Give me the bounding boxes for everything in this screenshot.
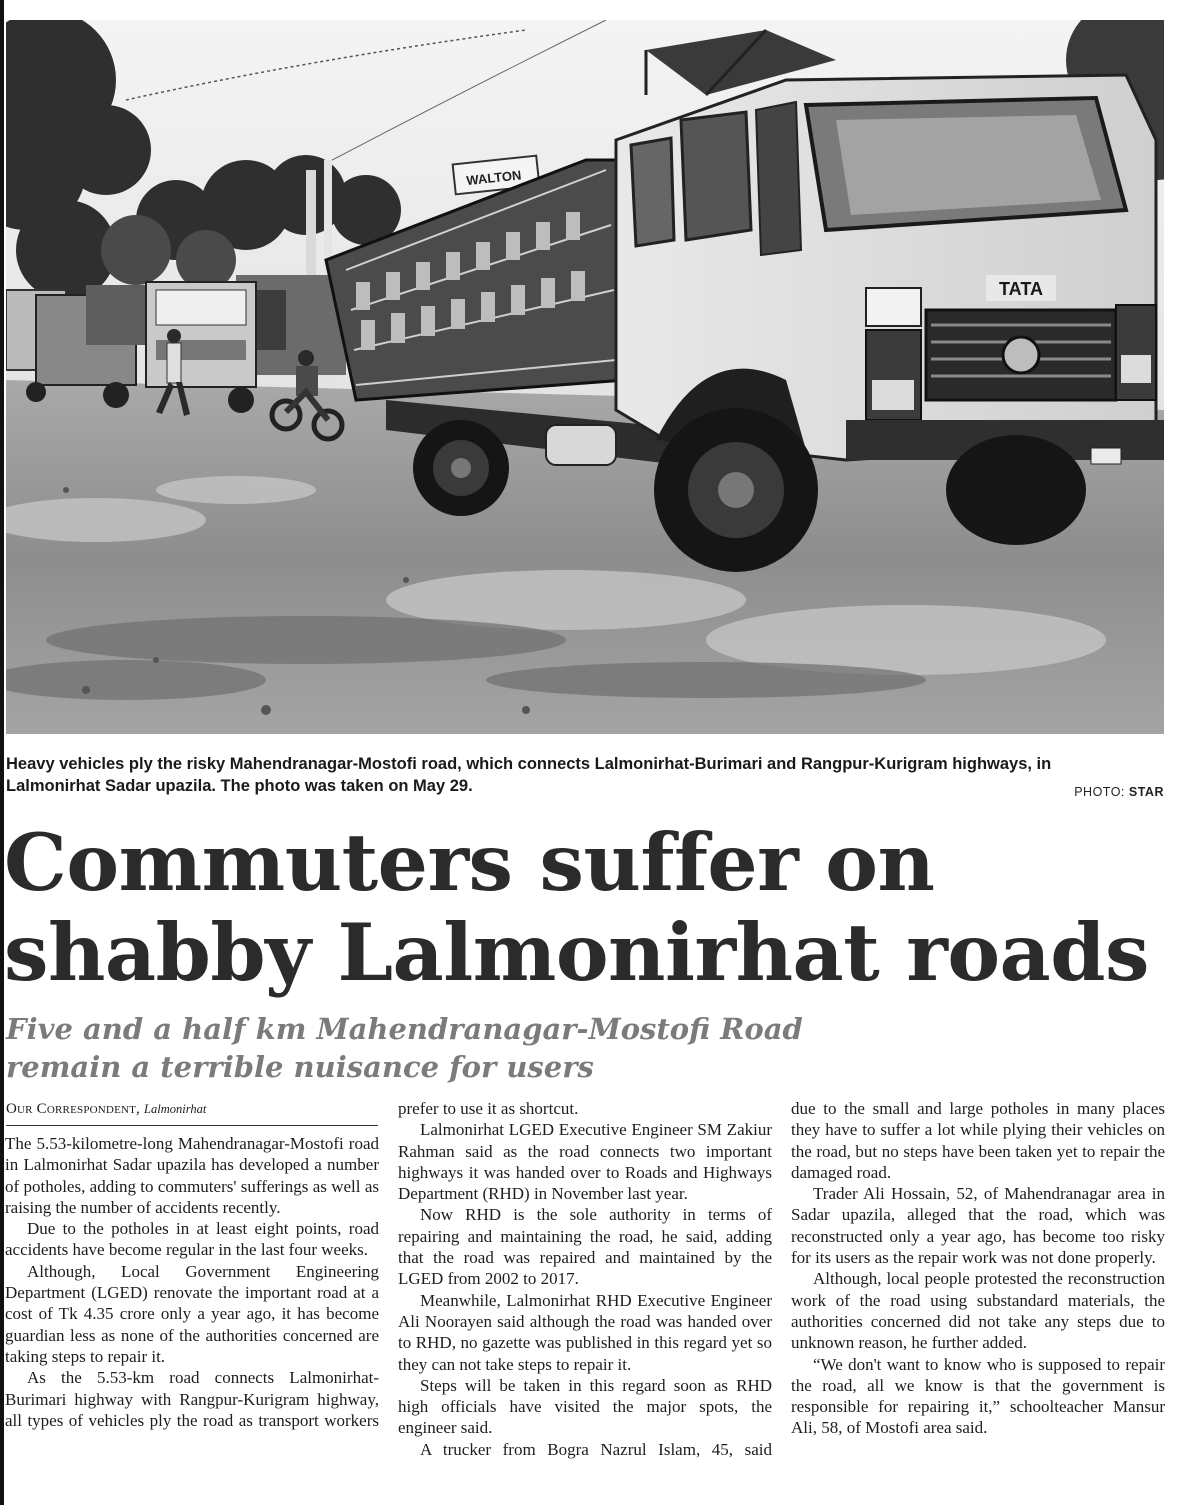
article-subheadline: Five and a half km Mahendranagar-Mostofi Road remain a terrible nuisance for users (6, 1012, 803, 1084)
photo-caption: Heavy vehicles ply the risky Mahendranagar-Mostofi road, which connects Lalmonirhat-Burimari and Rangpur-Kurigram highways, in Lalmonirhat Sadar upazila. The photo was taken on May 29. (6, 755, 1052, 795)
article-headline: Commuters suffer on shabby Lalmonirhat roads (4, 816, 1149, 999)
truck-on-muddy-road-illustration (6, 20, 1164, 734)
paragraph: Lalmonirhat LGED Executive Engineer SM Zakiur Rahman said as the road connects two important highways it was handed over to Roads and Highways Department (RHD) in November last year. (398, 1120, 772, 1204)
article-column-1 (5, 1133, 379, 1431)
paragraph: prefer to use it as shortcut. (398, 1099, 579, 1118)
photo-credit-prefix: PHOTO: (1074, 785, 1125, 799)
paragraph: The 5.53-kilometre-long Mahendranagar-Mostofi road in Lalmonirhat Sadar upazila has developed a number of potholes, adding to commuters' sufferings as well as raising the number of accidents recently. (5, 1134, 379, 1217)
byline (6, 1100, 378, 1119)
page-edge-rule (0, 0, 4, 1505)
paragraph: Meanwhile, Lalmonirhat RHD Executive Engineer Ali Noorayen said although the road was handed over to RHD, no gazette was published in this regard yet so they can not take steps to repair it. (398, 1290, 772, 1374)
article-column-3 (791, 1098, 1165, 1439)
paragraph: Steps will be taken in this regard soon as RHD high officials have visited the major spots, the engineer said. (398, 1375, 772, 1438)
paragraph: due to the small and large potholes in many places they have to suffer a lot while plying their vehicles on the road, but no steps have been taken yet to repair the damaged road. (791, 1099, 1165, 1182)
news-photo (6, 20, 1164, 734)
paragraph: As the 5.53-km road connects Lalmonirhat-Burimari highway with Rangpur-Kurigram highway, all types of vehicles ply the road as transport workers (5, 1368, 379, 1430)
paragraph: Now RHD is the sole authority in terms of repairing and maintaining the road, he said, adding that the road was repaired and maintained by the LGED from 2002 to 2017. (398, 1205, 772, 1289)
paragraph: Although, Local Government Engineering Department (LGED) renovate the important road at a cost of Tk 4.35 crore only a year ago, it has become guardian less as none of the authorities concerned are taking steps to repair it. (5, 1261, 379, 1366)
article-column-2 (398, 1098, 772, 1460)
tata-logo-text: TATA (999, 279, 1043, 299)
photo-credit-source: STAR (1128, 785, 1164, 799)
byline-author: Our Correspondent, (6, 1101, 141, 1117)
byline-divider (6, 1125, 378, 1126)
byline-dateline: Lalmonirhat (144, 1102, 207, 1116)
walton-sign-text: WALTON (465, 167, 523, 189)
paragraph: “We don't want to know who is supposed to repair the road, all we know is that the government is responsible for repairing it,” schoolteacher Mansur Ali, 58, of Mostofi area said. (791, 1354, 1165, 1438)
paragraph: Trader Ali Hossain, 52, of Mahendranagar area in Sadar upazila, alleged that the road, which was reconstructed only a year ago, has become too risky for its users as the repair work was not done properly. (791, 1184, 1165, 1268)
paragraph: Due to the potholes in at least eight points, road accidents have become regular in the last four weeks. (5, 1219, 379, 1260)
paragraph: A trucker from Bogra Nazrul Islam, 45, said (420, 1439, 772, 1459)
paragraph: Although, local people protested the reconstruction work of the road using substandard materials, the authorities concerned did not take any steps due to unknown reason, he further added. (791, 1269, 1165, 1353)
photo-credit (1074, 785, 1164, 799)
